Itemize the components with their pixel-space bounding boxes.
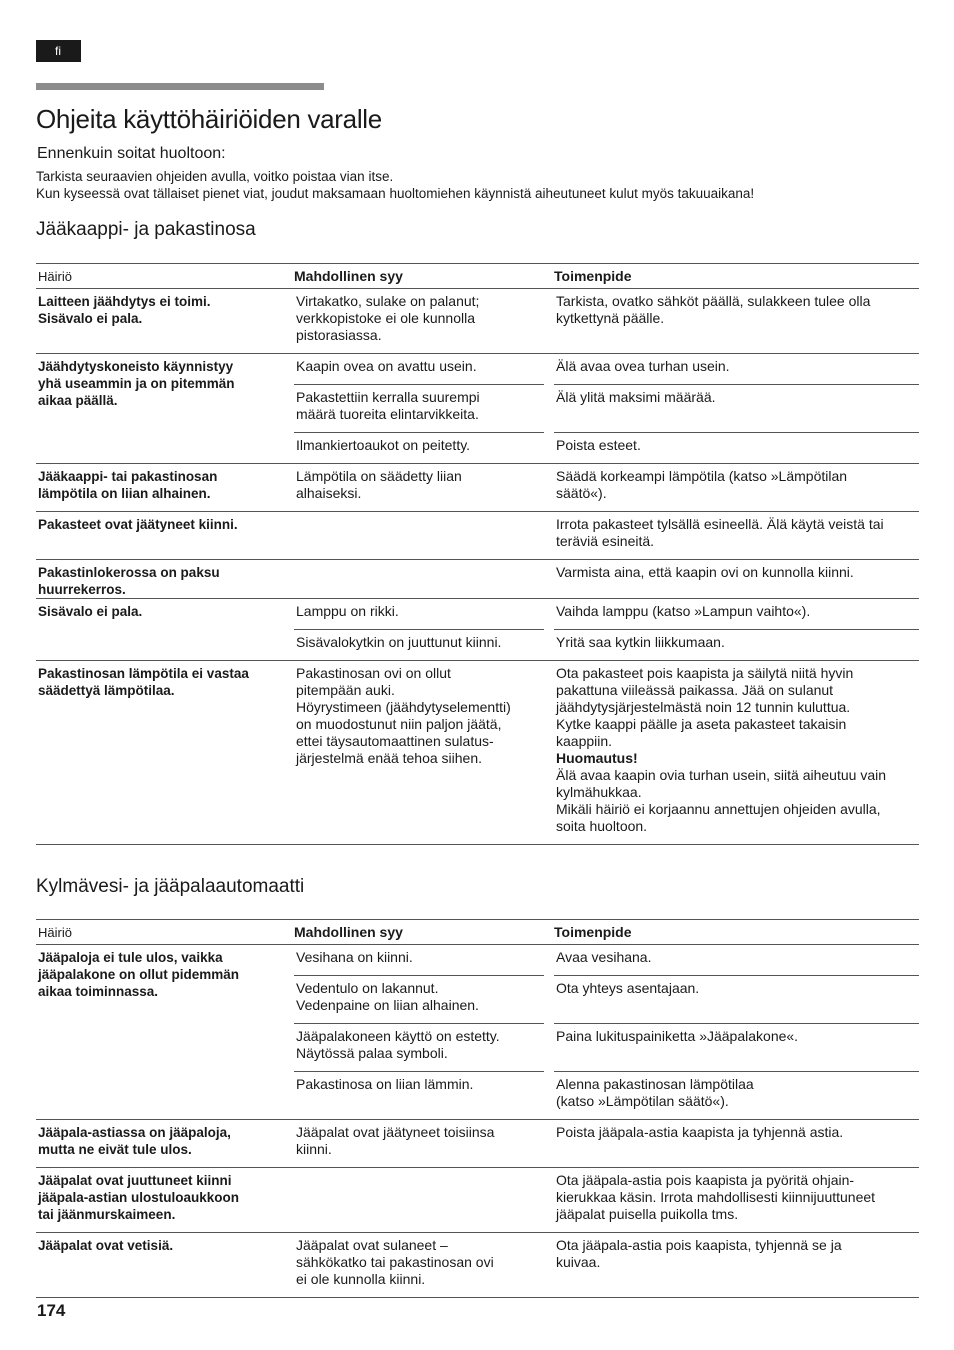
action-text: Ota yhteys asentajaan.: [556, 980, 700, 996]
table-row: [36, 464, 919, 512]
cause-cell: Lamppu on rikki.: [296, 603, 399, 619]
cause-action-pair: [286, 1120, 919, 1167]
cause-cell: [294, 512, 544, 559]
action-text: Irrota pakasteet tylsällä esineellä. Älä käytä veistä tai teräviä esineitä.: [556, 516, 884, 549]
cause-action-list: [286, 512, 919, 559]
header-action: Toimenpide: [554, 267, 632, 284]
header-fault: Häiriö: [38, 924, 72, 940]
table-header: [36, 919, 919, 945]
fault-cell: Jääpalat ovat vetisiä.: [38, 1238, 174, 1253]
cause-cell: Pakastinosa on liian lämmin.: [294, 1071, 544, 1119]
action-cell: [554, 945, 919, 975]
action-cell: [554, 1071, 919, 1119]
cause-cell: Kaapin ovea on avattu usein.: [296, 358, 477, 374]
cause-action-list: [286, 560, 919, 598]
cause-action-pair: [286, 1168, 919, 1232]
table-row: [36, 1233, 919, 1298]
cause-cell: Vedentulo on lakannut. Vedenpaine on liian alhainen.: [294, 975, 544, 1023]
table-row: [36, 599, 919, 661]
page-title: Ohjeita käyttöhäiriöiden varalle: [36, 104, 382, 134]
action-text: Yritä saa kytkin liikkumaan.: [556, 634, 725, 650]
fault-cell: Jääkaappi- tai pakastinosan lämpötila on liian alhainen.: [38, 469, 218, 501]
action-text: Älä avaa ovea turhan usein.: [556, 358, 730, 374]
cause-action-list: [286, 945, 919, 1119]
cause-cell: Vesihana on kiinni.: [296, 949, 413, 965]
cause-action-pair: [286, 432, 919, 463]
fault-cell: Pakasteet ovat jäätyneet kiinni.: [38, 517, 238, 532]
cause-cell: Jääpalat ovat jäätyneet toisiinsa kiinni.: [296, 1124, 495, 1157]
table-row: [36, 1168, 919, 1233]
table-row: [36, 289, 919, 354]
action-cell: [554, 560, 919, 598]
intro-line-2: Kun kyseessä ovat tällaiset pienet viat, joudut maksamaan huoltomiehen käynnistä aiheutuneet kulut myös takuuaikana!: [36, 186, 755, 201]
header-cause: Mahdollinen syy: [294, 923, 403, 940]
cause-cell: Jääpalat ovat sulaneet – sähkökatko tai pakastinosan ovi ei ole kunnolla kiinni.: [296, 1237, 494, 1287]
table-row: [36, 512, 919, 560]
cause-cell: Virtakatko, sulake on palanut; verkkopistoke ei ole kunnolla pistorasiassa.: [296, 293, 480, 343]
action-text: Ota jääpala-astia pois kaapista, tyhjennä se ja kuivaa.: [556, 1237, 842, 1270]
action-cell: [554, 1233, 919, 1297]
action-text: Poista esteet.: [556, 437, 641, 453]
table-header: [36, 263, 919, 289]
action-text: Poista jääpala-astia kaapista ja tyhjennä astia.: [556, 1124, 844, 1140]
cause-action-pair: [286, 975, 919, 1023]
fault-cell: Pakastinosan lämpötila ei vastaa säädettyä lämpötilaa.: [38, 666, 249, 698]
cause-action-pair: [286, 945, 919, 975]
header-cause: Mahdollinen syy: [294, 267, 403, 284]
section-title-fridge-freezer: Jääkaappi- ja pakastinosa: [36, 219, 256, 240]
cause-cell: Lämpötila on säädetty liian alhaiseksi.: [296, 468, 462, 501]
cause-action-list: [286, 599, 919, 660]
cause-action-pair: [286, 289, 919, 353]
cause-action-list: [286, 464, 919, 511]
section-title-ice-water: Kylmävesi- ja jääpalaautomaatti: [36, 876, 305, 897]
cause-action-pair: [286, 661, 919, 844]
note-text: Älä avaa kaapin ovia turhan usein, siitä aiheutuu vain kylmähukkaa. Mikäli häiriö ei korjaannu annettujen ohjeiden avulla, soita huoltoon.: [556, 767, 886, 834]
fridge-freezer-table: [36, 263, 919, 845]
cause-action-list: [286, 289, 919, 353]
action-text: Tarkista, ovatko sähköt päällä, sulakkeen tulee olla kytkettynä päälle.: [556, 293, 871, 326]
cause-action-pair: [286, 629, 919, 660]
cause-action-pair: [286, 384, 919, 432]
cause-cell: [294, 560, 544, 598]
action-text: Varmista aina, että kaapin ovi on kunnolla kiinni.: [556, 564, 854, 580]
action-text: Älä ylitä maksimi määrää.: [556, 389, 716, 405]
cause-action-pair: [286, 1233, 919, 1297]
cause-action-pair: [286, 512, 919, 559]
cause-action-list: [286, 1120, 919, 1167]
cause-cell: [294, 1168, 544, 1232]
table-row: [36, 661, 919, 845]
action-cell: [554, 432, 919, 463]
table-row: [36, 1120, 919, 1168]
cause-action-list: [286, 1233, 919, 1297]
intro-heading: Ennenkuin soitat huoltoon:: [37, 145, 226, 162]
cause-action-list: [286, 661, 919, 844]
action-cell: [554, 512, 919, 559]
action-text: Paina lukituspainiketta »Jääpalakone«.: [556, 1028, 799, 1044]
action-cell: [554, 1120, 919, 1167]
cause-action-pair: [286, 599, 919, 629]
header-action: Toimenpide: [554, 923, 632, 940]
table-row: [36, 354, 919, 464]
header-fault: Häiriö: [38, 268, 72, 284]
action-cell: [554, 289, 919, 353]
action-cell: [554, 354, 919, 384]
fault-cell: Jääpaloja ei tule ulos, vaikka jääpalakone on ollut pidemmän aikaa toiminnassa.: [38, 950, 240, 999]
cause-cell: Jääpalakoneen käyttö on estetty. Näytössä palaa symboli.: [294, 1023, 544, 1071]
cause-cell: Pakastettiin kerralla suurempi määrä tuoreita elintarvikkeita.: [294, 384, 544, 432]
action-cell: [554, 1168, 919, 1232]
intro-line-1: Tarkista seuraavien ohjeiden avulla, voitko poistaa vian itse.: [36, 169, 394, 184]
page-number: 174: [37, 1301, 66, 1320]
table-row: [36, 560, 919, 599]
action-cell: [554, 629, 919, 660]
cause-cell: Ilmankiertoaukot on peitetty.: [294, 432, 544, 463]
cause-cell: Sisävalokytkin on juuttunut kiinni.: [294, 629, 544, 660]
action-cell: [554, 975, 919, 1023]
cause-action-list: [286, 1168, 919, 1232]
action-text: Alenna pakastinosan lämpötilaa (katso »Lämpötilan säätö«).: [556, 1076, 754, 1109]
top-rule: [36, 83, 324, 90]
cause-action-pair: [286, 1071, 919, 1119]
action-text: Vaihda lamppu (katso »Lampun vaihto«).: [556, 603, 811, 619]
action-text: Säädä korkeampi lämpötila (katso »Lämpötilan säätö«).: [556, 468, 848, 501]
action-cell: [554, 1023, 919, 1071]
fault-cell: Jäähdytyskoneisto käynnistyy yhä useammin ja on pitemmän aikaa päällä.: [38, 359, 235, 408]
fault-cell: Jääpalat ovat juuttuneet kiinni jääpala-astian ulostuloaukkoon tai jäänmurskaimeen.: [38, 1173, 240, 1222]
action-text: Avaa vesihana.: [556, 949, 652, 965]
fault-cell: Laitteen jäähdytys ei toimi. Sisävalo ei pala.: [38, 294, 211, 326]
action-cell: [554, 384, 919, 432]
cause-cell: Pakastinosan ovi on ollut pitempään auki. Höyrystimeen (jäähdytyselementti) on muodostunut niin paljon jäätä, ettei täysautomaattinen sulatus- järjestelmä enää tehoa siihen.: [296, 665, 511, 766]
table-row: [36, 945, 919, 1120]
cause-action-pair: [286, 464, 919, 511]
action-text: Ota jääpala-astia pois kaapista ja pyöritä ohjain- kierukkaa käsin. Irrota mahdollisesti kiinnijuuttuneet jääpalat puisella puikolla tms.: [556, 1172, 876, 1222]
action-cell: [554, 599, 919, 629]
fault-cell: Sisävalo ei pala.: [38, 604, 143, 619]
ice-water-table: [36, 919, 919, 1298]
note-label: Huomautus!: [556, 750, 638, 766]
action-cell: [554, 661, 919, 844]
cause-action-list: [286, 354, 919, 463]
action-text: Ota pakasteet pois kaapista ja säilytä niitä hyvin pakattuna viileässä paikassa. Jää on sulanut jäähdytysjärjestelmästä noin 12 tunnin kuluttua. Kytke kaappi päälle ja aseta pakasteet takaisin kaappiin.: [556, 665, 854, 749]
cause-action-pair: [286, 560, 919, 598]
action-cell: [554, 464, 919, 511]
cause-action-pair: [286, 354, 919, 384]
fault-cell: Pakastinlokerossa on paksu huurrekerros.: [38, 565, 220, 597]
language-badge: fi: [36, 40, 81, 62]
fault-cell: Jääpala-astiassa on jääpaloja, mutta ne eivät tule ulos.: [38, 1125, 231, 1157]
intro-text: [36, 168, 754, 202]
cause-action-pair: [286, 1023, 919, 1071]
